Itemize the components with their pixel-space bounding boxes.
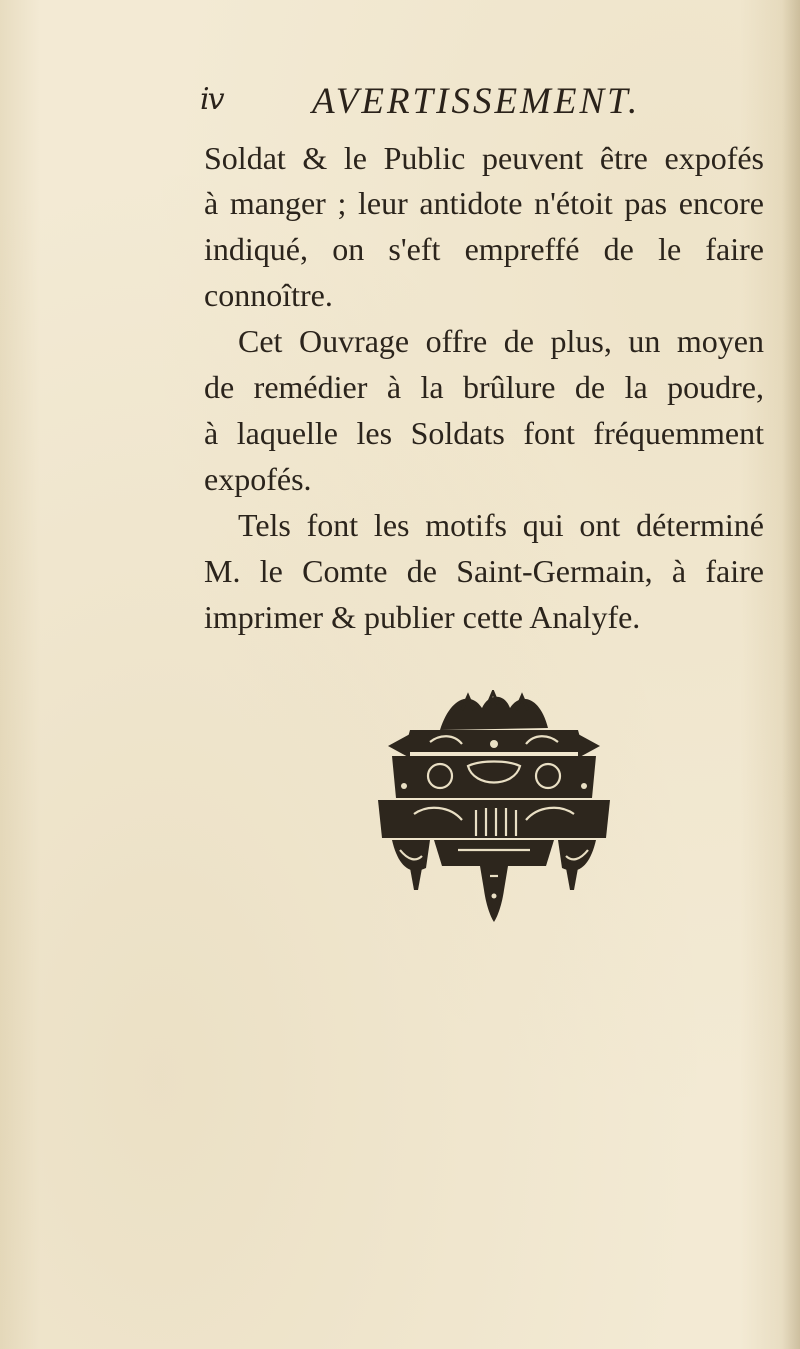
paragraph-2-line-2: de remédier à la brûlure de la poudre, <box>204 369 764 405</box>
paragraph-3-line-2: M. le Comte de Saint-Germain, à faire <box>204 553 764 589</box>
paragraph-3-line-1: Tels font les motifs qui ont déterminé <box>238 507 764 543</box>
paragraph-1-line-3: indiqué, on s'eft empreffé de le faire <box>204 231 764 267</box>
paragraph-3-line-3: imprimer & publier cette Analyfe. <box>204 599 641 635</box>
paragraph-2-line-1: Cet Ouvrage offre de plus, un moyen <box>238 323 764 359</box>
page-number: iv <box>200 82 223 117</box>
paragraph-1-line-2: à manger ; leur antidote n'étoit pas encore <box>204 185 764 221</box>
paragraph-1-line-4: connoître. <box>204 277 333 313</box>
fleuron-tailpiece-icon <box>370 690 618 922</box>
paragraph-2-line-4: expofés. <box>204 461 312 497</box>
page-title: AVERTISSEMENT. <box>312 81 641 122</box>
body-text <box>0 0 800 640</box>
paragraph-1-line-1: Soldat & le Public peuvent être expofés <box>204 140 764 176</box>
paragraph-2-line-3: à laquelle les Soldats font fréquemment <box>204 415 764 451</box>
